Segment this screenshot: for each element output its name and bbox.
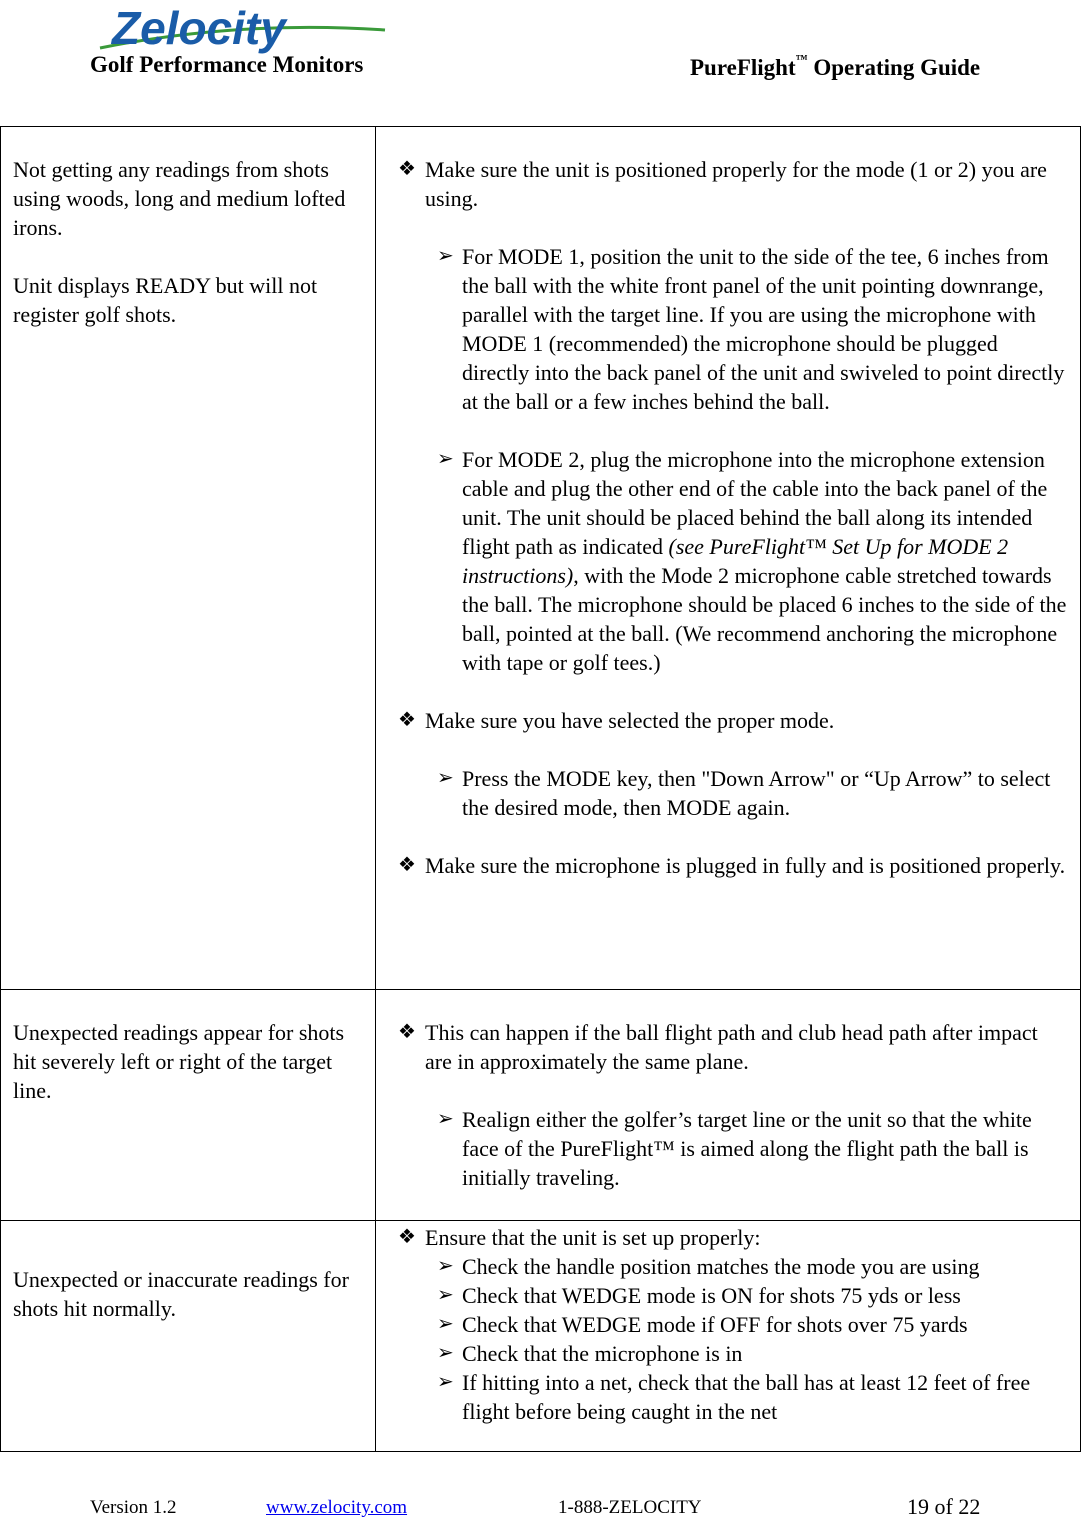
sub-bullet-item: ➢ Realign either the golfer’s target line or the unit so that the white face of the PureFlight™ is aimed along the flight path the ball is initially traveling.	[437, 1107, 1032, 1190]
logo-text: Zelocity	[112, 2, 286, 54]
symptom-text: Unexpected or inaccurate readings for shots hit normally.	[13, 1267, 349, 1321]
sub-bullet-item: ➢ Check that the microphone is in	[437, 1341, 743, 1366]
troubleshooting-table	[0, 126, 1081, 1452]
arrow-bullet-icon: ➢	[437, 767, 454, 789]
solution-cell	[376, 1221, 1081, 1452]
symptom-cell	[1, 127, 376, 990]
diamond-bullet-icon: ❖	[398, 1021, 416, 1043]
header-right-title: PureFlight™ Operating Guide	[690, 52, 981, 80]
table-row	[1, 990, 1081, 1221]
footer-page-number: 19 of 22	[907, 1494, 981, 1519]
bullet-item: ❖ This can happen if the ball flight path and club head path after impact are in approximately the same plane.	[398, 1020, 1038, 1074]
diamond-bullet-icon: ❖	[398, 709, 416, 731]
arrow-bullet-icon: ➢	[437, 1108, 454, 1130]
symptom-cell	[1, 990, 376, 1221]
bullet-item: ❖ Make sure you have selected the proper mode.	[398, 708, 835, 733]
arrow-bullet-icon: ➢	[437, 1371, 454, 1393]
bullet-item: ❖ Make sure the unit is positioned properly for the mode (1 or 2) you are using.	[398, 157, 1047, 211]
solution-cell	[376, 127, 1081, 990]
footer-website-link[interactable]: www.zelocity.com	[266, 1497, 408, 1518]
table-row	[1, 1221, 1081, 1452]
arrow-bullet-icon: ➢	[437, 245, 454, 267]
bullet-item: ❖ Ensure that the unit is set up properly:	[398, 1225, 761, 1250]
table-row	[1, 127, 1081, 990]
solution-cell	[376, 990, 1081, 1221]
diamond-bullet-icon: ❖	[398, 1226, 416, 1248]
sub-bullet-item: ➢ For MODE 1, position the unit to the side of the tee, 6 inches from the ball with the white front panel of the unit pointing downrange, parallel with the target line. If you are using the microphone with MODE 1 (recommended) the microphone should be plugged directly into the back panel of the unit and swiveled to point directly at the ball or a few inches behind the ball.	[437, 244, 1065, 414]
symptom-text: Unexpected readings appear for shots hit severely left or right of the target line.	[13, 1020, 345, 1103]
arrow-bullet-icon: ➢	[437, 1342, 454, 1364]
sub-bullet-item: ➢ Check that WEDGE mode is ON for shots 75 yds or less	[437, 1283, 961, 1308]
sub-bullet-item: ➢ Check the handle position matches the mode you are using	[437, 1254, 980, 1279]
sub-bullet-item: ➢ For MODE 2, plug the microphone into the microphone extension cable and plug the other end of the cable into the back panel of the unit. The unit should be placed behind the ball along its intended flight path as indicated (see PureFlight™ Set Up for MODE 2 instructions), with the Mode 2 microphone cable stretched towards the ball. The microphone should be placed 6 inches to the side of the ball, pointed at the ball. (We recommend anchoring the microphone with tape or golf tees.)	[437, 447, 1067, 675]
diamond-bullet-icon: ❖	[398, 158, 416, 180]
zelocity-logo	[90, 0, 390, 58]
arrow-bullet-icon: ➢	[437, 1255, 454, 1277]
bullet-item: ❖ Make sure the microphone is plugged in fully and is positioned properly.	[398, 853, 1066, 878]
diamond-bullet-icon: ❖	[398, 854, 416, 876]
arrow-bullet-icon: ➢	[437, 1313, 454, 1335]
footer-phone: 1-888-ZELOCITY	[558, 1497, 702, 1518]
sub-bullet-item: ➢ Press the MODE key, then "Down Arrow" or “Up Arrow” to select the desired mode, then MODE again.	[437, 766, 1051, 820]
symptom-cell	[1, 1221, 376, 1452]
sub-bullet-item: ➢ Check that WEDGE mode if OFF for shots over 75 yards	[437, 1312, 968, 1337]
arrow-bullet-icon: ➢	[437, 1284, 454, 1306]
footer-version: Version 1.2	[90, 1497, 177, 1518]
arrow-bullet-icon: ➢	[437, 448, 454, 470]
header-left-title: Golf Performance Monitors	[90, 52, 364, 77]
sub-bullet-item: ➢ If hitting into a net, check that the ball has at least 12 feet of free flight before being caught in the net	[437, 1370, 1031, 1424]
symptom-text: Not getting any readings from shots using woods, long and medium lofted irons.	[13, 157, 346, 240]
symptom-text: Unit displays READY but will not register golf shots.	[13, 273, 318, 327]
